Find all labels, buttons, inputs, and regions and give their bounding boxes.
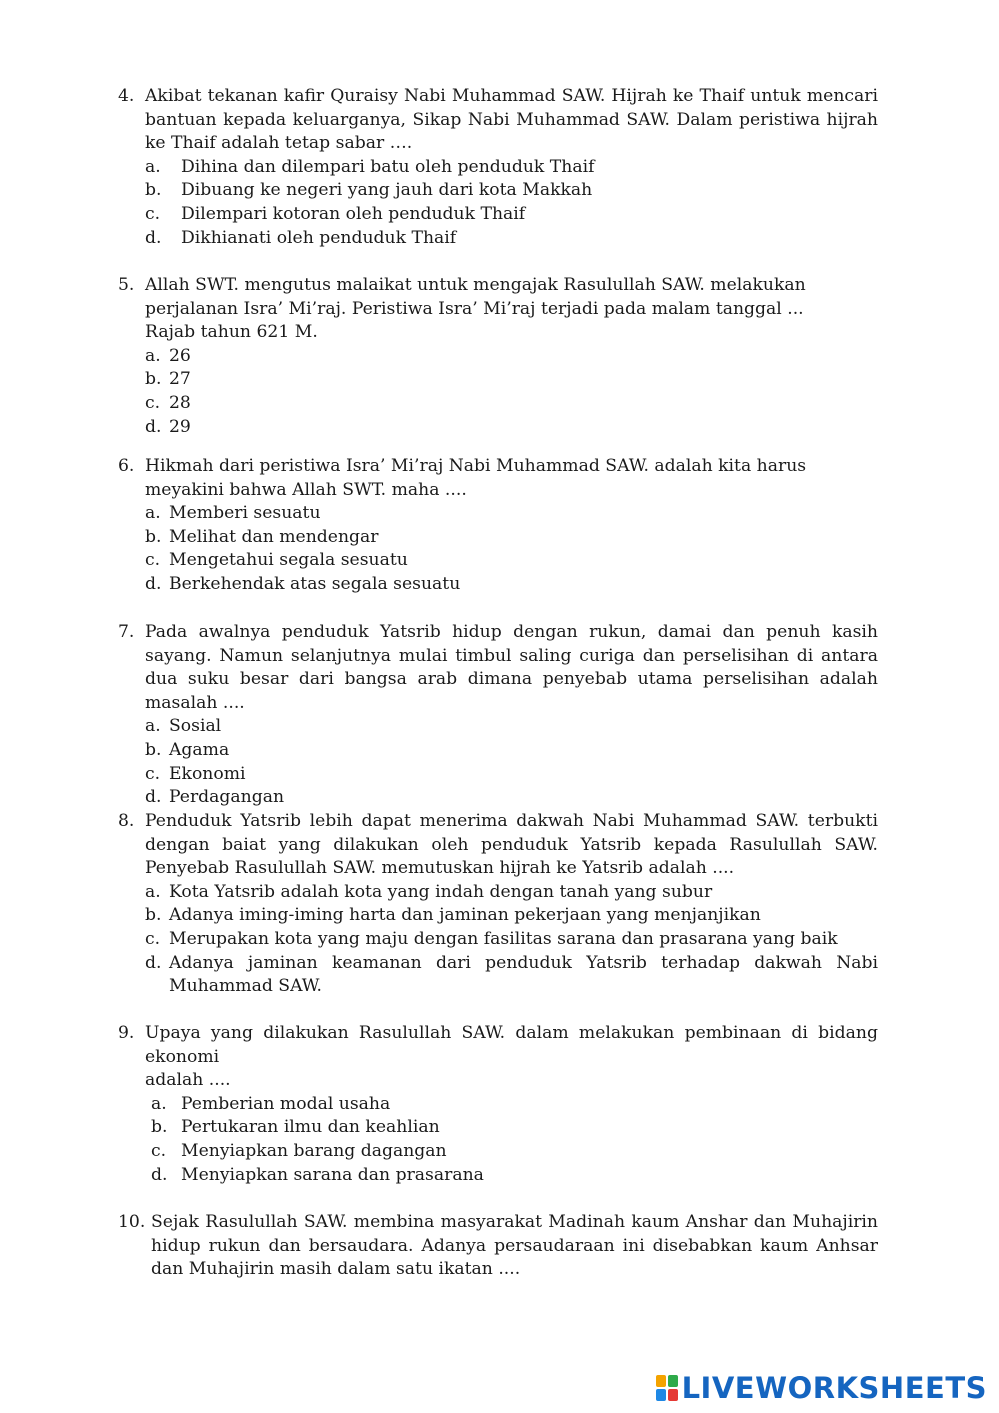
option-text: Dibuang ke negeri yang jauh dari kota Makkah: [181, 180, 593, 201]
question-text: Pada awalnya penduduk Yatsrib hidup dengan rukun, damai dan penuh kasih sayang. Namun selanjutnya mulai timbul saling curiga dan perselisihan di antara dua suku besar dari bangsa arab dimana penyebab utama perselisihan adalah masalah ....: [145, 622, 878, 713]
options-list: [118, 156, 878, 250]
option-d[interactable]: [145, 416, 878, 440]
option-b[interactable]: [145, 526, 878, 550]
option-c[interactable]: [145, 392, 878, 416]
option-b[interactable]: [145, 904, 878, 928]
option-letter: a.: [145, 156, 161, 177]
question-number: 5.: [118, 275, 135, 295]
question-5: [118, 274, 878, 439]
option-text: Menyiapkan sarana dan prasarana: [181, 1164, 484, 1185]
logo-square-icon: [668, 1375, 678, 1387]
option-c[interactable]: [145, 203, 878, 227]
option-text: 27: [169, 369, 191, 390]
option-c[interactable]: [145, 549, 878, 573]
option-text: Dikhianati oleh penduduk Thaif: [181, 227, 457, 248]
option-letter: c.: [145, 550, 161, 571]
option-text: Pertukaran ilmu dan keahlian: [181, 1117, 440, 1138]
option-text: Dihina dan dilempari batu oleh penduduk Thaif: [181, 156, 595, 177]
options-list: [118, 345, 878, 439]
option-a[interactable]: [145, 715, 878, 739]
question-text-continuation: adalah ....: [145, 1070, 231, 1091]
option-d[interactable]: [145, 573, 878, 597]
option-a[interactable]: [151, 1093, 878, 1117]
option-text: 28: [169, 392, 191, 413]
option-letter: a.: [145, 881, 161, 902]
option-d[interactable]: [145, 952, 878, 999]
option-letter: b.: [151, 1117, 168, 1138]
option-letter: c.: [145, 928, 161, 949]
question-text: Akibat tekanan kafir Quraisy Nabi Muhammad SAW. Hijrah ke Thaif untuk mencari bantuan kepada keluarganya, Sikap Nabi Muhammad SAW. Dalam peristiwa hijrah ke Thaif adalah tetap sabar ….: [145, 86, 878, 154]
option-text: Kota Yatsrib adalah kota yang indah dengan tanah yang subur: [169, 881, 713, 902]
option-a[interactable]: [145, 502, 878, 526]
option-letter: b.: [145, 369, 162, 390]
question-4: [118, 85, 878, 250]
option-letter: d.: [145, 787, 162, 808]
option-text: Mengetahui segala sesuatu: [169, 550, 408, 571]
question-6: [118, 455, 878, 597]
question-number: 10.: [118, 1212, 146, 1232]
logo-square-icon: [656, 1389, 666, 1401]
option-letter: d.: [151, 1164, 168, 1185]
option-c[interactable]: [145, 928, 878, 952]
question-number: 4.: [118, 86, 135, 106]
option-letter: c.: [145, 203, 161, 224]
option-text: Melihat dan mendengar: [169, 526, 379, 547]
option-letter: d.: [145, 416, 162, 437]
question-text: Sejak Rasulullah SAW. membina masyarakat Madinah kaum Anshar dan Muhajirin hidup rukun dan bersaudara. Adanya persaudaraan ini disebabkan kaum Anhsar dan Muhajirin masih dalam satu ikatan ....: [151, 1212, 878, 1280]
option-text: Adanya iming-iming harta dan jaminan pekerjaan yang menjanjikan: [169, 905, 761, 926]
option-text: Menyiapkan barang dagangan: [181, 1140, 447, 1161]
question-text: Upaya yang dilakukan Rasulullah SAW. dalam melakukan pembinaan di bidang ekonomi: [145, 1023, 878, 1067]
option-b[interactable]: [145, 368, 878, 392]
option-letter: c.: [151, 1140, 167, 1161]
option-text: Merupakan kota yang maju dengan fasilitas sarana dan prasarana yang baik: [169, 928, 838, 949]
question-number: 9.: [118, 1023, 135, 1043]
liveworksheets-icon: [656, 1375, 678, 1401]
option-letter: b.: [145, 526, 162, 547]
options-list: [118, 715, 878, 809]
option-letter: b.: [145, 180, 162, 201]
question-text: Penduduk Yatsrib lebih dapat menerima dakwah Nabi Muhammad SAW. terbukti dengan baiat yang dilakukan oleh penduduk Yatsrib kepada Rasulullah SAW. Penyebab Rasulullah SAW. memutuskan hijrah ke Yatsrib adalah ....: [145, 811, 878, 879]
option-letter: a.: [151, 1093, 167, 1114]
option-letter: d.: [145, 573, 162, 594]
option-letter: a.: [145, 716, 161, 737]
option-letter: b.: [145, 905, 162, 926]
question-text: Allah SWT. mengutus malaikat untuk mengajak Rasulullah SAW. melakukan perjalanan Isra’ Mi’raj. Peristiwa Isra’ Mi’raj terjadi pada malam tanggal ... Rajab tahun 621 M.: [145, 275, 806, 343]
option-text: Adanya jaminan keamanan dari penduduk Yatsrib terhadap dakwah Nabi Muhammad SAW.: [169, 952, 878, 997]
option-a[interactable]: [145, 345, 878, 369]
options-list: [118, 1093, 878, 1187]
option-b[interactable]: [151, 1116, 878, 1140]
option-text: Pemberian modal usaha: [181, 1093, 391, 1114]
option-d[interactable]: [145, 227, 878, 251]
option-a[interactable]: [145, 156, 878, 180]
option-c[interactable]: [151, 1140, 878, 1164]
question-number: 6.: [118, 456, 135, 476]
question-number: 8.: [118, 811, 135, 831]
options-list: [118, 881, 878, 999]
logo-square-icon: [668, 1389, 678, 1401]
question-text: Hikmah dari peristiwa Isra’ Mi’raj Nabi Muhammad SAW. adalah kita harus meyakini bahwa Allah SWT. maha ....: [145, 456, 807, 500]
option-text: Ekonomi: [169, 763, 246, 784]
option-d[interactable]: [151, 1164, 878, 1188]
option-b[interactable]: [145, 179, 878, 203]
option-letter: c.: [145, 392, 161, 413]
option-text: Berkehendak atas segala sesuatu: [169, 573, 461, 594]
option-letter: d.: [145, 952, 162, 973]
question-number: 7.: [118, 622, 135, 642]
option-letter: a.: [145, 503, 161, 524]
question-9: [118, 1022, 878, 1187]
option-text: 29: [169, 416, 191, 437]
option-text: 26: [169, 345, 191, 366]
option-a[interactable]: [145, 881, 878, 905]
option-letter: a.: [145, 345, 161, 366]
option-text: Dilempari kotoran oleh penduduk Thaif: [181, 203, 526, 224]
logo-square-icon: [656, 1375, 666, 1387]
option-text: Sosial: [169, 716, 222, 737]
brand-name: LIVEWORKSHEETS: [681, 1371, 987, 1405]
options-list: [118, 502, 878, 596]
option-letter: d.: [145, 227, 162, 248]
option-text: Memberi sesuatu: [169, 503, 321, 524]
question-8: [118, 810, 878, 999]
question-7: [118, 621, 878, 810]
question-10: [118, 1211, 878, 1282]
liveworksheets-logo: [656, 1373, 987, 1403]
option-letter: b.: [145, 739, 162, 760]
option-b[interactable]: [145, 739, 878, 763]
option-text: Agama: [169, 739, 230, 760]
option-letter: c.: [145, 763, 161, 784]
option-text: Perdagangan: [169, 787, 285, 808]
option-d[interactable]: [145, 786, 878, 810]
option-c[interactable]: [145, 763, 878, 787]
